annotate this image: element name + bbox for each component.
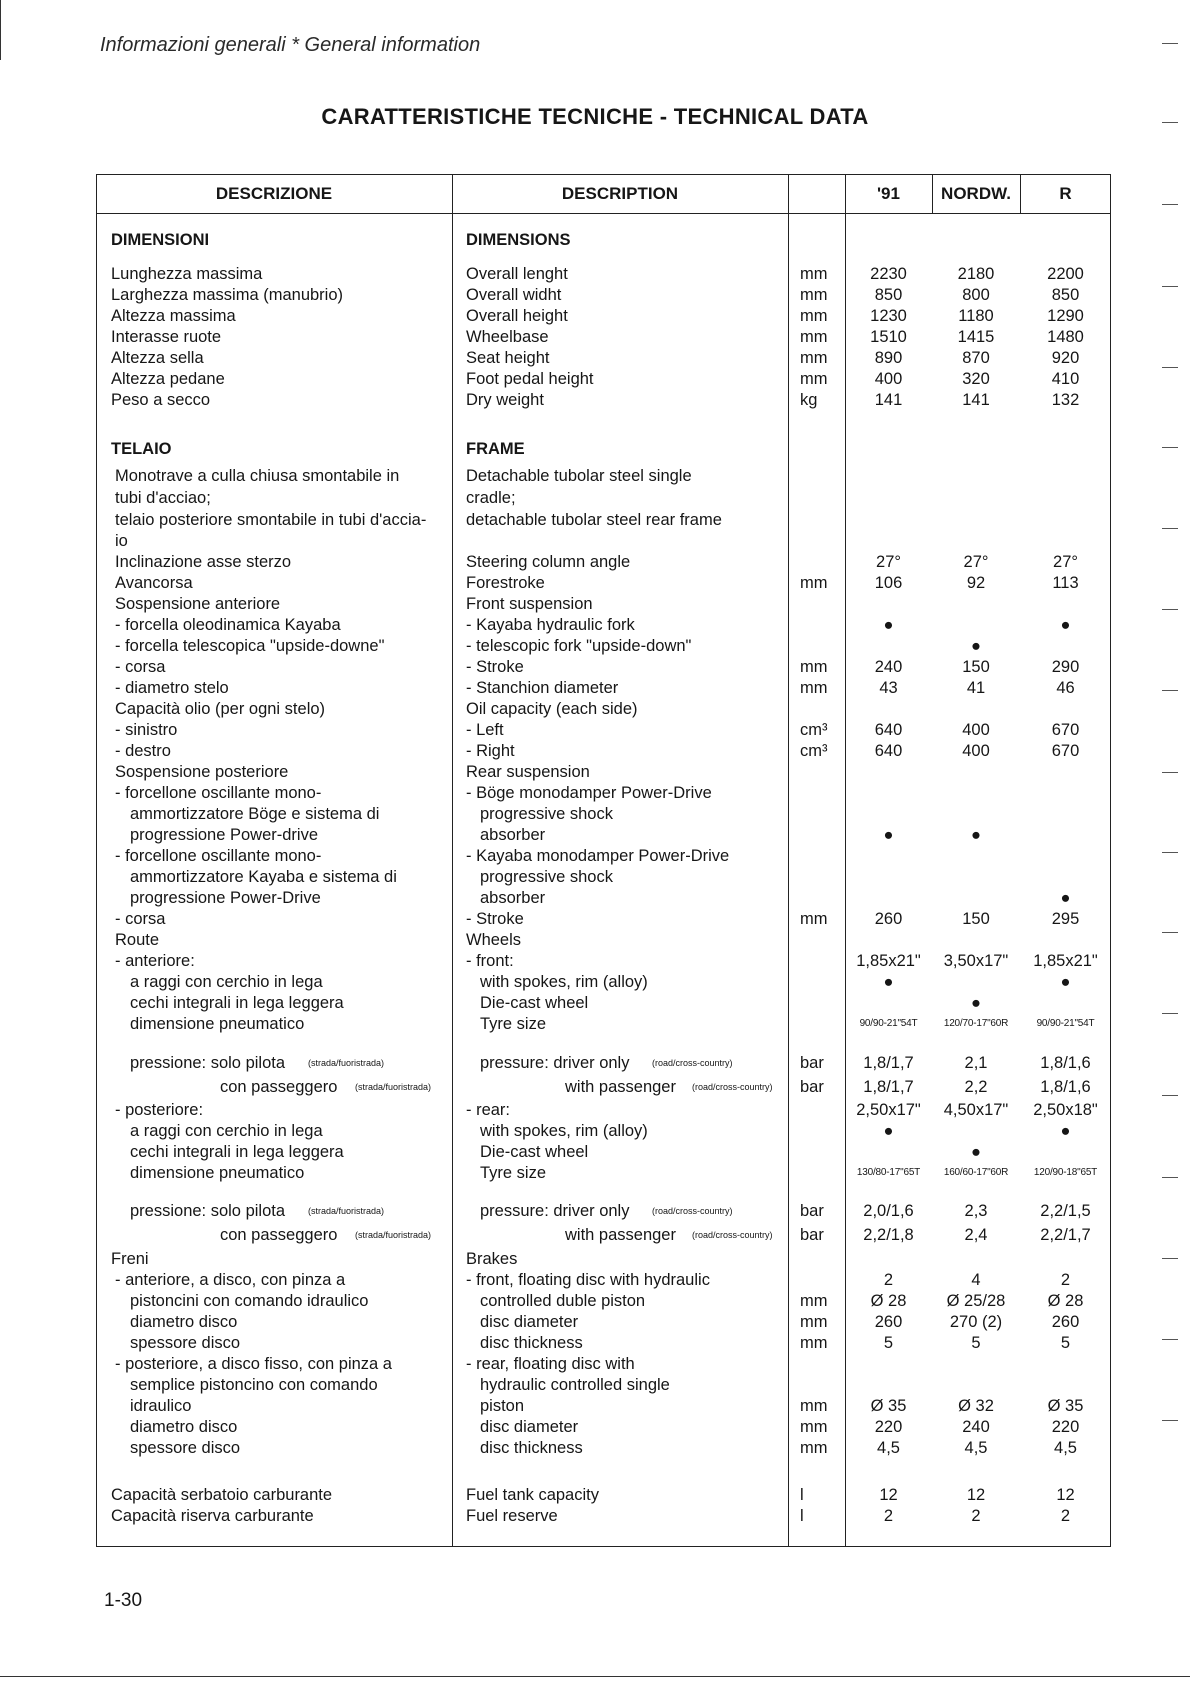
unit-cell: mm bbox=[800, 1334, 828, 1352]
page-title: CARATTERISTICHE TECNICHE - TECHNICAL DATA bbox=[321, 104, 869, 129]
value-cell-91: 1230 bbox=[870, 307, 907, 325]
description-cell: Front suspension bbox=[466, 595, 593, 613]
description-note: (road/cross-country) bbox=[692, 1230, 773, 1240]
descrizione-note: (strada/fuoristrada) bbox=[308, 1058, 385, 1068]
header-91: '91 bbox=[877, 184, 900, 203]
description-cell: Die-cast wheel bbox=[480, 1143, 589, 1161]
descrizione-cell: Sospensione posteriore bbox=[115, 763, 289, 781]
description-cell: - rear: bbox=[466, 1101, 511, 1119]
value-cell-91: ● bbox=[883, 1122, 894, 1140]
margin-mark bbox=[1162, 1258, 1178, 1259]
descrizione-cell: progressione Power-Drive bbox=[130, 889, 321, 907]
value-cell-r: 132 bbox=[1051, 391, 1080, 409]
value-cell-nordw: 150 bbox=[962, 910, 990, 928]
unit-cell: mm bbox=[800, 1418, 828, 1436]
description-cell: pressure: driver only bbox=[480, 1202, 630, 1220]
descrizione-note: (strada/fuoristrada) bbox=[355, 1082, 432, 1092]
value-cell-91: 12 bbox=[879, 1486, 898, 1504]
value-cell-91: 2,2/1,8 bbox=[863, 1226, 914, 1244]
unit-cell: mm bbox=[800, 286, 828, 304]
value-cell-91: 43 bbox=[879, 679, 898, 697]
value-cell-nordw: 5 bbox=[971, 1334, 981, 1352]
margin-mark bbox=[1162, 447, 1178, 448]
margin-mark bbox=[1162, 367, 1178, 368]
margin-mark bbox=[1162, 1177, 1178, 1178]
margin-mark bbox=[1162, 609, 1178, 610]
descrizione-cell: Route bbox=[115, 931, 160, 949]
descrizione-cell: spessore disco bbox=[130, 1439, 241, 1457]
unit-cell: mm bbox=[800, 1439, 828, 1457]
descrizione-cell: Altezza massima bbox=[111, 307, 236, 325]
value-cell-r: 220 bbox=[1051, 1418, 1080, 1436]
description-cell: with passenger bbox=[565, 1078, 676, 1096]
value-cell-91: ● bbox=[883, 826, 894, 844]
value-cell-r: 670 bbox=[1051, 721, 1080, 739]
unit-cell: bar bbox=[800, 1078, 824, 1096]
column-divider bbox=[788, 174, 789, 1547]
value-cell-r: ● bbox=[1060, 616, 1071, 634]
margin-mark bbox=[1162, 932, 1178, 933]
description-cell: with spokes, rim (alloy) bbox=[480, 973, 648, 991]
value-cell-r: 46 bbox=[1056, 679, 1075, 697]
value-cell-91: 640 bbox=[874, 742, 903, 760]
unit-cell: mm bbox=[800, 910, 828, 928]
value-cell-r: ● bbox=[1060, 973, 1071, 991]
unit-cell: mm bbox=[800, 1397, 828, 1415]
value-cell-nordw: 270 (2) bbox=[949, 1313, 1003, 1331]
running-header: Informazioni generali * General information bbox=[100, 34, 481, 56]
description-cell: - Kayaba monodamper Power-Drive bbox=[466, 847, 730, 865]
description-cell: Brakes bbox=[466, 1250, 518, 1268]
value-cell-91: ● bbox=[883, 616, 894, 634]
page-number: 1-30 bbox=[104, 1590, 143, 1611]
value-cell-91: 220 bbox=[874, 1418, 903, 1436]
descrizione-cell: - anteriore, a disco, con pinza a bbox=[115, 1271, 346, 1289]
description-cell: Detachable tubolar steel single bbox=[466, 467, 692, 485]
description-cell: Tyre size bbox=[480, 1015, 547, 1033]
descrizione-cell: - forcellone oscillante mono- bbox=[115, 784, 322, 802]
value-cell-nordw: 320 bbox=[962, 370, 990, 388]
value-cell-91: 2 bbox=[883, 1507, 894, 1525]
value-cell-nordw: 41 bbox=[966, 679, 986, 697]
value-cell-91: 240 bbox=[874, 658, 903, 676]
value-cell-nordw: ● bbox=[971, 1143, 981, 1161]
value-cell-nordw: 2 bbox=[971, 1507, 981, 1525]
unit-cell: cm³ bbox=[800, 721, 828, 739]
descrizione-cell: a raggi con cerchio in lega bbox=[130, 973, 323, 991]
unit-cell: mm bbox=[800, 658, 828, 676]
description-cell: FRAME bbox=[466, 440, 525, 458]
value-cell-91: 2230 bbox=[870, 265, 907, 283]
description-cell: - Left bbox=[466, 721, 504, 739]
value-cell-91: 260 bbox=[874, 1313, 903, 1331]
value-cell-nordw: 141 bbox=[962, 391, 990, 409]
description-cell: - Stroke bbox=[466, 910, 524, 928]
value-cell-nordw: 160/60-17"60R bbox=[943, 1167, 1009, 1178]
unit-cell: kg bbox=[800, 391, 818, 409]
value-cell-91: 27° bbox=[876, 553, 901, 571]
margin-mark bbox=[1162, 1013, 1178, 1014]
description-cell: Seat height bbox=[466, 349, 550, 367]
descrizione-cell: diametro disco bbox=[130, 1418, 238, 1436]
description-cell: Forestroke bbox=[466, 574, 545, 592]
value-cell-r: 5 bbox=[1060, 1334, 1071, 1352]
header-r: R bbox=[1059, 184, 1072, 203]
value-cell-nordw: 4,50x17" bbox=[943, 1101, 1009, 1119]
value-cell-r: 2,2/1,5 bbox=[1040, 1202, 1091, 1220]
header-description: DESCRIPTION bbox=[561, 184, 679, 203]
descrizione-cell: semplice pistoncino con comando bbox=[130, 1376, 378, 1394]
value-cell-r: 2200 bbox=[1047, 265, 1084, 283]
description-cell: progressive shock bbox=[480, 868, 613, 886]
description-cell: Oil capacity (each side) bbox=[466, 700, 638, 718]
description-cell: with passenger bbox=[565, 1226, 676, 1244]
description-cell: Steering column angle bbox=[466, 553, 631, 571]
descrizione-cell: - posteriore: bbox=[115, 1101, 204, 1119]
descrizione-cell: Capacità serbatoio carburante bbox=[111, 1486, 333, 1504]
descrizione-cell: Freni bbox=[111, 1250, 149, 1268]
value-cell-r: 850 bbox=[1051, 286, 1080, 304]
margin-mark bbox=[1162, 1095, 1178, 1096]
description-cell: disc diameter bbox=[480, 1418, 579, 1436]
value-cell-nordw: 4 bbox=[971, 1271, 981, 1289]
descrizione-cell: Capacità olio (per ogni stelo) bbox=[115, 700, 326, 718]
value-cell-nordw: 4,5 bbox=[964, 1439, 988, 1457]
value-cell-91: 130/80-17"65T bbox=[856, 1167, 921, 1178]
value-cell-nordw: 92 bbox=[966, 574, 986, 592]
value-cell-nordw: 150 bbox=[962, 658, 990, 676]
value-cell-r: 260 bbox=[1051, 1313, 1080, 1331]
description-cell: - front: bbox=[466, 952, 514, 970]
value-cell-nordw: 400 bbox=[962, 742, 990, 760]
value-cell-nordw: 27° bbox=[963, 553, 989, 571]
value-cell-nordw: Ø 25/28 bbox=[946, 1292, 1006, 1310]
value-cell-nordw: 12 bbox=[966, 1486, 986, 1504]
value-cell-r: 1480 bbox=[1047, 328, 1084, 346]
margin-mark bbox=[1162, 1420, 1178, 1421]
descrizione-cell: ammortizzatore Böge e sistema di bbox=[130, 805, 380, 823]
description-cell: - Right bbox=[466, 742, 515, 760]
value-cell-nordw: 120/70-17"60R bbox=[943, 1018, 1009, 1029]
description-cell: DIMENSIONS bbox=[466, 231, 571, 249]
description-cell: Fuel tank capacity bbox=[466, 1486, 599, 1504]
unit-cell: l bbox=[800, 1507, 804, 1525]
value-cell-r: 113 bbox=[1052, 574, 1079, 592]
unit-cell: mm bbox=[800, 1292, 828, 1310]
value-cell-91: ● bbox=[883, 973, 894, 991]
value-cell-91: 2,0/1,6 bbox=[863, 1202, 914, 1220]
value-cell-91: 2 bbox=[883, 1271, 894, 1289]
unit-cell: bar bbox=[800, 1226, 824, 1244]
description-cell: Overall widht bbox=[466, 286, 562, 304]
descrizione-cell: Larghezza massima (manubrio) bbox=[111, 286, 344, 304]
unit-cell: l bbox=[800, 1486, 804, 1504]
value-cell-nordw: 800 bbox=[962, 286, 990, 304]
descrizione-cell: Interasse ruote bbox=[111, 328, 222, 346]
unit-cell: cm³ bbox=[800, 742, 828, 760]
value-cell-91: 640 bbox=[874, 721, 903, 739]
value-cell-r: 4,5 bbox=[1054, 1439, 1077, 1457]
descrizione-cell: idraulico bbox=[130, 1397, 192, 1415]
value-cell-91: 890 bbox=[874, 349, 903, 367]
descrizione-cell: cechi integrali in lega leggera bbox=[130, 1143, 344, 1161]
description-cell: - Stanchion diameter bbox=[466, 679, 619, 697]
descrizione-cell: Altezza pedane bbox=[111, 370, 225, 388]
description-cell: controlled duble piston bbox=[480, 1292, 646, 1310]
margin-mark bbox=[1162, 528, 1178, 529]
descrizione-cell: pistoncini con comando idraulico bbox=[130, 1292, 369, 1310]
margin-mark bbox=[1162, 122, 1178, 123]
description-cell: - telescopic fork "upside-down" bbox=[466, 637, 692, 655]
page-edge bbox=[0, 0, 1, 60]
margin-mark bbox=[1162, 852, 1178, 853]
description-cell: disc diameter bbox=[480, 1313, 579, 1331]
descrizione-cell: telaio posteriore smontabile in tubi d'accia- bbox=[115, 511, 427, 529]
descrizione-cell: Altezza sella bbox=[111, 349, 204, 367]
description-cell: - Kayaba hydraulic fork bbox=[466, 616, 635, 634]
value-cell-91: Ø 28 bbox=[870, 1292, 907, 1310]
value-cell-r: 2,2/1,7 bbox=[1040, 1226, 1091, 1244]
value-cell-nordw: 2,4 bbox=[964, 1226, 988, 1244]
description-cell: Die-cast wheel bbox=[480, 994, 589, 1012]
descrizione-note: (strada/fuoristrada) bbox=[355, 1230, 432, 1240]
unit-cell: mm bbox=[800, 370, 828, 388]
value-cell-r: 410 bbox=[1051, 370, 1080, 388]
value-cell-nordw: ● bbox=[971, 826, 981, 844]
margin-mark bbox=[1162, 286, 1178, 287]
descrizione-cell: cechi integrali in lega leggera bbox=[130, 994, 344, 1012]
descrizione-cell: - diametro stelo bbox=[115, 679, 229, 697]
descrizione-cell: tubi d'acciao; bbox=[115, 489, 211, 507]
value-cell-r: 670 bbox=[1051, 742, 1080, 760]
descrizione-cell: Inclinazione asse sterzo bbox=[115, 553, 292, 571]
descrizione-cell: diametro disco bbox=[130, 1313, 238, 1331]
column-divider bbox=[452, 174, 453, 1547]
description-cell: detachable tubolar steel rear frame bbox=[466, 511, 722, 529]
descrizione-cell: - posteriore, a disco fisso, con pinza a bbox=[115, 1355, 392, 1373]
description-cell: Rear suspension bbox=[466, 763, 590, 781]
description-cell: - Stroke bbox=[466, 658, 524, 676]
value-cell-r: 12 bbox=[1056, 1486, 1075, 1504]
value-cell-r: 2 bbox=[1060, 1507, 1071, 1525]
header-unit bbox=[788, 174, 845, 213]
value-cell-91: 1,85x21" bbox=[856, 952, 921, 970]
description-cell: cradle; bbox=[466, 489, 516, 507]
value-cell-r: ● bbox=[1060, 889, 1071, 907]
margin-mark bbox=[1162, 690, 1178, 691]
value-cell-nordw: ● bbox=[971, 637, 981, 655]
unit-cell: mm bbox=[800, 265, 828, 283]
value-cell-91: 850 bbox=[874, 286, 903, 304]
value-cell-91: Ø 35 bbox=[870, 1397, 907, 1415]
value-cell-nordw: 2,1 bbox=[964, 1054, 988, 1072]
descrizione-cell: progressione Power-drive bbox=[130, 826, 319, 844]
descrizione-cell: Sospensione anteriore bbox=[115, 595, 281, 613]
value-cell-91: 1510 bbox=[870, 328, 907, 346]
description-cell: Wheelbase bbox=[466, 328, 549, 346]
description-cell: absorber bbox=[480, 826, 546, 844]
descrizione-cell: - anteriore: bbox=[115, 952, 195, 970]
descrizione-cell: con passeggero bbox=[220, 1226, 338, 1244]
description-cell: pressure: driver only bbox=[480, 1054, 630, 1072]
unit-cell: mm bbox=[800, 574, 828, 592]
unit-cell: mm bbox=[800, 349, 828, 367]
value-cell-r: 2 bbox=[1060, 1271, 1071, 1289]
value-cell-91: 5 bbox=[883, 1334, 894, 1352]
description-cell: hydraulic controlled single bbox=[480, 1376, 670, 1394]
value-cell-r: 290 bbox=[1051, 658, 1080, 676]
margin-mark bbox=[1162, 1339, 1178, 1340]
value-cell-r: 1,85x21" bbox=[1033, 952, 1098, 970]
descrizione-cell: - corsa bbox=[115, 658, 166, 676]
value-cell-nordw: ● bbox=[971, 994, 981, 1012]
description-note: (road/cross-country) bbox=[692, 1082, 773, 1092]
header-divider bbox=[96, 213, 1111, 214]
descrizione-cell: ammortizzatore Kayaba e sistema di bbox=[130, 868, 397, 886]
descrizione-note: (strada/fuoristrada) bbox=[308, 1206, 385, 1216]
value-cell-nordw: 3,50x17" bbox=[943, 952, 1009, 970]
descrizione-cell: con passeggero bbox=[220, 1078, 338, 1096]
bottom-rule bbox=[0, 1676, 1190, 1677]
value-cell-nordw: 2,2 bbox=[964, 1078, 988, 1096]
description-cell: Fuel reserve bbox=[466, 1507, 558, 1525]
description-cell: Overall height bbox=[466, 307, 568, 325]
value-cell-r: ● bbox=[1060, 1122, 1071, 1140]
description-cell: Dry weight bbox=[466, 391, 544, 409]
description-cell: Overall lenght bbox=[466, 265, 568, 283]
descrizione-cell: pressione: solo pilota bbox=[130, 1202, 286, 1220]
description-cell: - rear, floating disc with bbox=[466, 1355, 635, 1373]
value-cell-r: 920 bbox=[1051, 349, 1080, 367]
description-cell: absorber bbox=[480, 889, 546, 907]
value-cell-nordw: 870 bbox=[962, 349, 990, 367]
descrizione-cell: Avancorsa bbox=[115, 574, 193, 592]
value-cell-91: 260 bbox=[874, 910, 903, 928]
descrizione-cell: Monotrave a culla chiusa smontabile in bbox=[115, 467, 400, 485]
value-cell-r: Ø 35 bbox=[1047, 1397, 1084, 1415]
unit-cell: bar bbox=[800, 1054, 824, 1072]
value-cell-r: 1,8/1,6 bbox=[1040, 1054, 1091, 1072]
value-cell-91: 1,8/1,7 bbox=[863, 1054, 914, 1072]
descrizione-cell: dimensione pneumatico bbox=[130, 1015, 305, 1033]
margin-mark bbox=[1162, 204, 1178, 205]
value-cell-r: Ø 28 bbox=[1047, 1292, 1084, 1310]
margin-mark bbox=[1162, 772, 1178, 773]
description-cell: - front, floating disc with hydraulic bbox=[466, 1271, 710, 1289]
descrizione-cell: io bbox=[115, 532, 128, 550]
value-cell-r: 295 bbox=[1051, 910, 1080, 928]
descrizione-cell: Capacità riserva carburante bbox=[111, 1507, 314, 1525]
value-cell-nordw: 240 bbox=[962, 1418, 990, 1436]
value-cell-r: 120/90-18"65T bbox=[1033, 1167, 1098, 1178]
value-cell-91: 1,8/1,7 bbox=[863, 1078, 914, 1096]
value-cell-91: 90/90-21"54T bbox=[859, 1018, 918, 1029]
descrizione-cell: Lunghezza massima bbox=[111, 265, 263, 283]
unit-cell: bar bbox=[800, 1202, 824, 1220]
descrizione-cell: pressione: solo pilota bbox=[130, 1054, 286, 1072]
value-cell-r: 1290 bbox=[1047, 307, 1084, 325]
description-note: (road/cross-country) bbox=[652, 1206, 733, 1216]
descrizione-cell: - sinistro bbox=[115, 721, 178, 739]
unit-cell: mm bbox=[800, 307, 828, 325]
descrizione-cell: - corsa bbox=[115, 910, 166, 928]
description-note: (road/cross-country) bbox=[652, 1058, 733, 1068]
descrizione-cell: - forcellone oscillante mono- bbox=[115, 847, 322, 865]
descrizione-cell: DIMENSIONI bbox=[111, 231, 210, 249]
value-cell-91: 106 bbox=[874, 574, 903, 592]
value-cell-r: 27° bbox=[1053, 553, 1078, 571]
descrizione-cell: Peso a secco bbox=[111, 391, 211, 409]
descrizione-cell: - forcella telescopica "upside-downe" bbox=[115, 637, 385, 655]
value-cell-91: 400 bbox=[874, 370, 903, 388]
value-cell-r: 2,50x18" bbox=[1033, 1101, 1098, 1119]
unit-cell: mm bbox=[800, 1313, 828, 1331]
description-cell: disc thickness bbox=[480, 1334, 583, 1352]
value-cell-nordw: 1415 bbox=[957, 328, 995, 346]
unit-cell: mm bbox=[800, 679, 828, 697]
value-cell-nordw: 2,3 bbox=[964, 1202, 988, 1220]
value-cell-nordw: Ø 32 bbox=[958, 1397, 994, 1415]
value-cell-r: 1,8/1,6 bbox=[1040, 1078, 1091, 1096]
value-cell-nordw: 1180 bbox=[958, 307, 994, 325]
description-cell: piston bbox=[480, 1397, 525, 1415]
description-cell: Tyre size bbox=[480, 1164, 547, 1182]
descrizione-cell: a raggi con cerchio in lega bbox=[130, 1122, 323, 1140]
unit-cell: mm bbox=[800, 328, 828, 346]
value-cell-r: 90/90-21"54T bbox=[1036, 1018, 1095, 1029]
description-cell: Wheels bbox=[466, 931, 522, 949]
value-cell-91: 4,5 bbox=[877, 1439, 900, 1457]
descrizione-cell: dimensione pneumatico bbox=[130, 1164, 305, 1182]
description-cell: Foot pedal height bbox=[466, 370, 594, 388]
value-cell-91: 2,50x17" bbox=[856, 1101, 921, 1119]
header-descrizione: DESCRIZIONE bbox=[215, 184, 333, 203]
description-cell: with spokes, rim (alloy) bbox=[480, 1122, 648, 1140]
margin-mark bbox=[1162, 43, 1178, 44]
description-cell: disc thickness bbox=[480, 1439, 583, 1457]
descrizione-cell: spessore disco bbox=[130, 1334, 241, 1352]
value-cell-nordw: 2180 bbox=[957, 265, 995, 283]
descrizione-cell: TELAIO bbox=[111, 440, 172, 458]
description-cell: progressive shock bbox=[480, 805, 613, 823]
value-cell-nordw: 400 bbox=[962, 721, 990, 739]
description-cell: - Böge monodamper Power-Drive bbox=[466, 784, 712, 802]
value-cell-91: 141 bbox=[874, 391, 903, 409]
descrizione-cell: - destro bbox=[115, 742, 171, 760]
descrizione-cell: - forcella oleodinamica Kayaba bbox=[115, 616, 341, 634]
header-nordw: NORDW. bbox=[941, 184, 1011, 203]
